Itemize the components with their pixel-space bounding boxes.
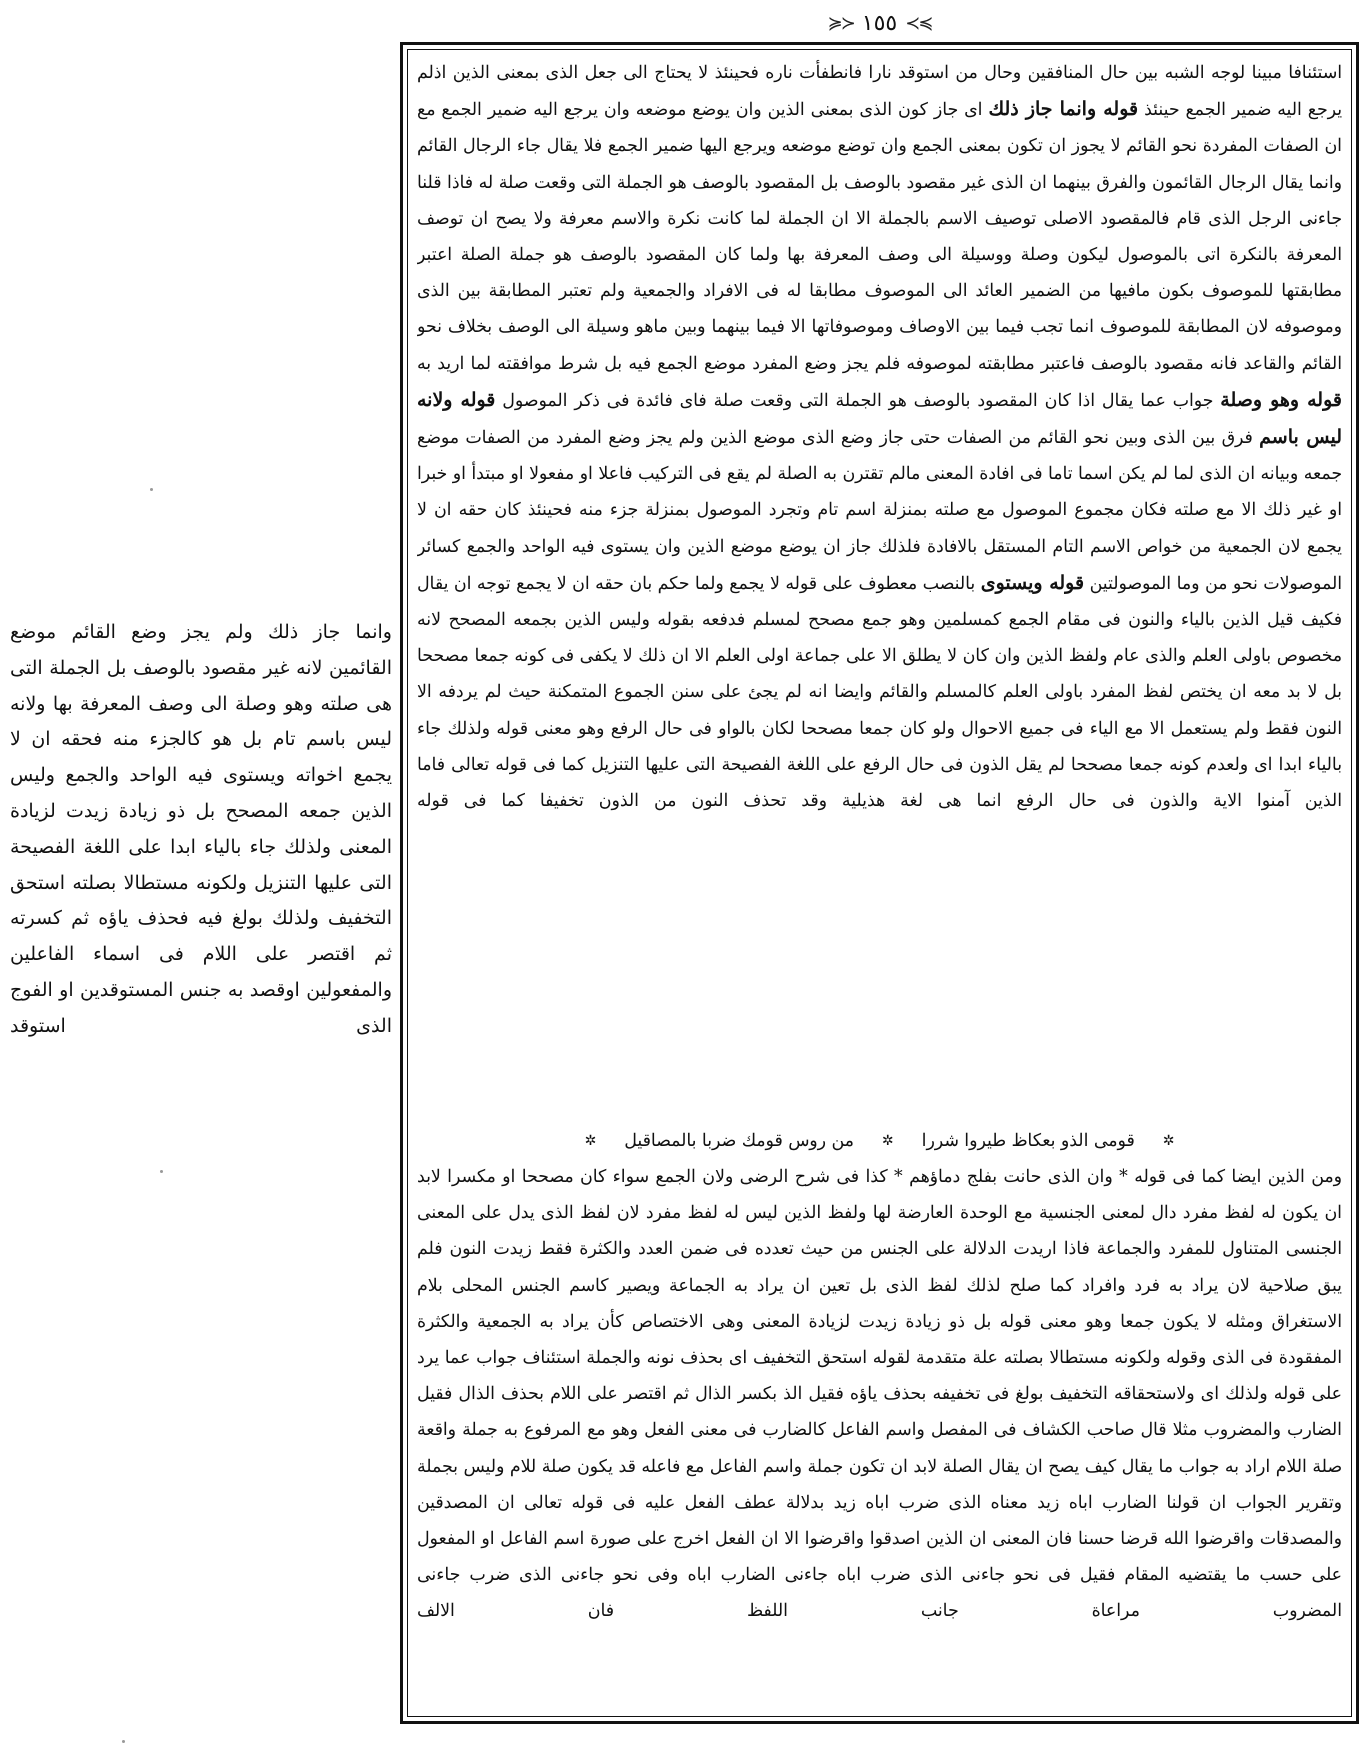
scan-speck (150, 488, 153, 491)
text-segment: فرق بين الذى وبين نحو القائم من الصفات حتى جاز وضع الذى موضع الذين ولم يجز وضع المفرد من الصفات موضع جمعه وبيانه ان الذى لما لم يكن اسما تاما فى افادة المعنى مالم تقترن به الصلة لم يقع فى التركيب فاعلا او مفعولا او مبتدأ او خبرا او غير ذلك الا مع صلته فكان مجموع الموصول مع صلته بمنزلة اسم تام وتجرد الموصول بمنزلة جزء منه فحينئذ كان حقه ان لا يجمع لان الجمعية من خواص الاسم التام المستقل بالافادة فلذلك جاز ان يوضع موضع الذين وان يستوى فيه الواحد والجمع كسائر الموصولات نحو من وما الموصولتين (417, 428, 1342, 594)
header-ornament-left: ≺≼ (827, 12, 854, 34)
text-segment: جواب عما يقال اذا كان المقصود بالوصف هو الجملة التى وقعت صلة فاى فائدة فى ذكر الموصول (502, 390, 1214, 411)
lemma-heading: قوله ولانه ليس باسم (417, 388, 1342, 449)
page-number: ١٥٥ (861, 10, 898, 36)
lemma-heading: قوله ويستوى (980, 571, 1085, 594)
verse-hemistich-second: من روس قومك ضربا بالمصاقيل (624, 1131, 854, 1151)
margin-paragraph: وانما جاز ذلك ولم يجز وضع القائم موضع القائمين لانه غير مقصود بالوصف بل الجملة التى هى صلته وهو وصلة الى وصف المعرفة بها ولانه ليس باسم تام بل هو كالجزء منه فحقه ان لا يجمع اخواته ويستوى فيه الواحد والجمع وليس الذين جمعه المصحح بل ذو زيادة زيدت لزيادة المعنى ولذلك جاء بالياء ابدا على اللغة الفصيحة التى عليها التنزيل ولكونه مستطالا بصلته استحق التخفيف ولذلك بولغ فيه فحذف ياؤه ثم كسرته ثم اقتصر على اللام فى اسماء الفاعلين والمفعولين اوقصد به جنس المستوقدين او الفوج الذى استوقد (10, 621, 392, 1037)
poetry-verse (417, 1123, 1342, 1159)
main-paragraph (417, 55, 1342, 819)
star-ornament-icon: ✲ (584, 1133, 597, 1149)
verse-hemistich-first: قومى الذو بعكاظ طيروا شررا (921, 1131, 1135, 1151)
star-ornament-icon: ✲ (881, 1133, 894, 1149)
text-segment: اى جاز كون الذى بمعنى الذين وان يوضع موضعه وان يرجع اليه ضمير الجمع مع ان الصفات المفردة نحو القائم لا يجوز ان تكون بمعنى الجمع وان توضع موضعه ويرجع اليها ضمير الجمع فلا يقال جاء الرجال القائم وانما يقال الرجال القائمون والفرق بينهما ان الذى غير مقصود بالوصف بل المقصود بالوصف هو الجملة التى وقعت صلة له فاذا قلنا جاءنى الرجل الذى قام فالمقصود الاصلى توصيف الاسم بالجملة الا ان الجملة لما كانت نكرة والاسم معرفة ولا يصح ان توصف المعرفة بالنكرة اتى بالموصول ليكون وصلة ووسيلة الى وصف المعرفة بها ولما كان المقصود بالوصف هو جملة الصلة اعتبر مطابقتها للموصوف بكون مافيها من الضمير العائد الى الموصوف مطابقا له فى الافراد والجمعية ولم تعتبر المطابقة بين الذى وموصوفه لان المطابقة للموصوف انما تجب فيما بين الاوصاف وموصوفاتها الا فيما بينهما وبين ماهو وسيلة الى الوصف بخلاف نحو القائم والقاعد فانه مقصود بالوصف فاعتبر مطابقته لموصوفه فلم يجز وضع المفرد موضع الجمع فيه بل شرط موافقته لما اريد به (417, 100, 1342, 374)
main-paragraph: ومن الذين ايضا كما فى قوله * وان الذى حانت بفلج دماؤهم * كذا فى شرح الرضى ولان الجمع سواء كان مصححا او مكسرا لابد ان يكون له لفظ مفرد دال لمعنى الجنسية مع الوحدة العارضة لها ولفظ الذين ليس له لفظ مفرد لان لفظ الذى يدل على المعنى الجنسى المتناول للمفرد والجماعة فاذا اريدت الدلالة على الجنس من حيث تعدده فى ضمن العدد والكثرة فقط زيدت النون فلم يبق صلاحية لان يراد به فرد وافراد كما صلح لذلك لفظ الذى بل تعين ان يراد به الجماعة ويصير كاسم الجنس المحلى بلام الاستغراق ومثله لا يكون جمعا وهو معنى قوله بل ذو زيادة زيدت لزيادة المعنى وهى الاختصاص كأن يراد به الجمعية والكثرة المفقودة فى الذى وقوله ولكونه مستطالا بصلته علة متقدمة لقوله استحق التخفيف اى بحذف نونه والجملة استئناف جواب عما يرد على قوله ولذلك اى ولاستحقاقه التخفيف بولغ فى تخفيفه بحذف ياؤه فقيل الذ بكسر الذال ثم اقتصر على اللام بحذف الذال فقيل الضارب والمضروب مثلا قال صاحب الكشاف فى المفصل واسم الفاعل كالضارب فى معنى الفعل وهو مع المرفوع به جملة واقعة صلة اللام اراد به جواب ما يقال كيف يصح ان يقال الصلة لابد ان تكون جملة واسم الفاعل مع فاعله قد يكون صلة للام وليس بجملة وتقرير الجواب ان قولنا الضارب اباه زيد معناه الذى ضرب اباه زيد بدلالة عطف الفعل عليه فى قوله تعالى ان المصدقين والمصدقات واقرضوا الله قرضا حسنا فان المعنى ان الذين اصدقوا واقرضوا الا ان الفعل اخرج على صورة اسم الفاعل او المفعول على حسب ما يقتضيه المقام فقيل فى نحو جاءنى الذى ضرب اباه جاءنى الضارب اباه وفى نحو جاءنى الذى ضرب جاءنى المضروب مراعاة جانب اللفظ فان الالف (417, 1167, 1342, 1622)
page-header (400, 10, 1359, 36)
lemma-heading: قوله وهو وصلة (1220, 388, 1342, 411)
star-ornament-icon: ✲ (1162, 1133, 1175, 1149)
header-ornament-right: ≽≻ (905, 12, 932, 34)
text-segment: استئنافا مبينا لوجه الشبه بين حال المنافقين وحال من استوقد نارا فانطفأت ناره فحينئذ لا يحتاج الى جعل الذى بمعنى الذين اذلم يرجع اليه ضمير الجمع حينئذ (417, 63, 1342, 121)
lemma-heading: قوله وانما جاز ذلك (988, 98, 1139, 121)
margin-matn-text (10, 615, 392, 1045)
main-commentary-continued (417, 1159, 1342, 1711)
scan-speck (160, 1170, 163, 1173)
scan-speck (122, 1740, 125, 1743)
text-segment: بالنصب معطوف على قوله لا يجمع ولما حكم بان حقه ان لا يجمع توجه ان يقال فكيف قيل الذين بالياء والنون فى مقام الجمع كمسلمين وهو جمع مصحح لمسلم فدفعه بقوله وليس الذين بجمعه المصحح لانه مخصوص باولى العلم والذى عام ولفظ الذين وان كان لا يطلق الا على جماعة اولى العلم الا ان ذلك لا يكفى فى كونه جمعا مصححا بل لا بد معه ان يختص لفظ المفرد باولى العلم كالمسلم والقائم وايضا انه لم يجئ على سنن الجموع المتمكنة حيث لم يردفه الا النون فقط ولم يستعمل الا مع الياء فى جميع الاحوال ولو كان جمعا مصححا لكان بالواو فى حال الرفع وهو معنى قوله ولذلك جاء بالياء ابدا اى ولعدم كونه جمعا مصححا لم يقل الذون فى حال الرفع على اللغة الفصيحة التى عليها التنزيل كما فى قوله تعالى فاما الذين آمنوا الاية والذون فى حال الرفع انما هى لغة هذيلية وقد تحذف النون من الذون تخفيفا كما فى قوله (417, 573, 1342, 812)
main-text-frame (400, 42, 1359, 1724)
